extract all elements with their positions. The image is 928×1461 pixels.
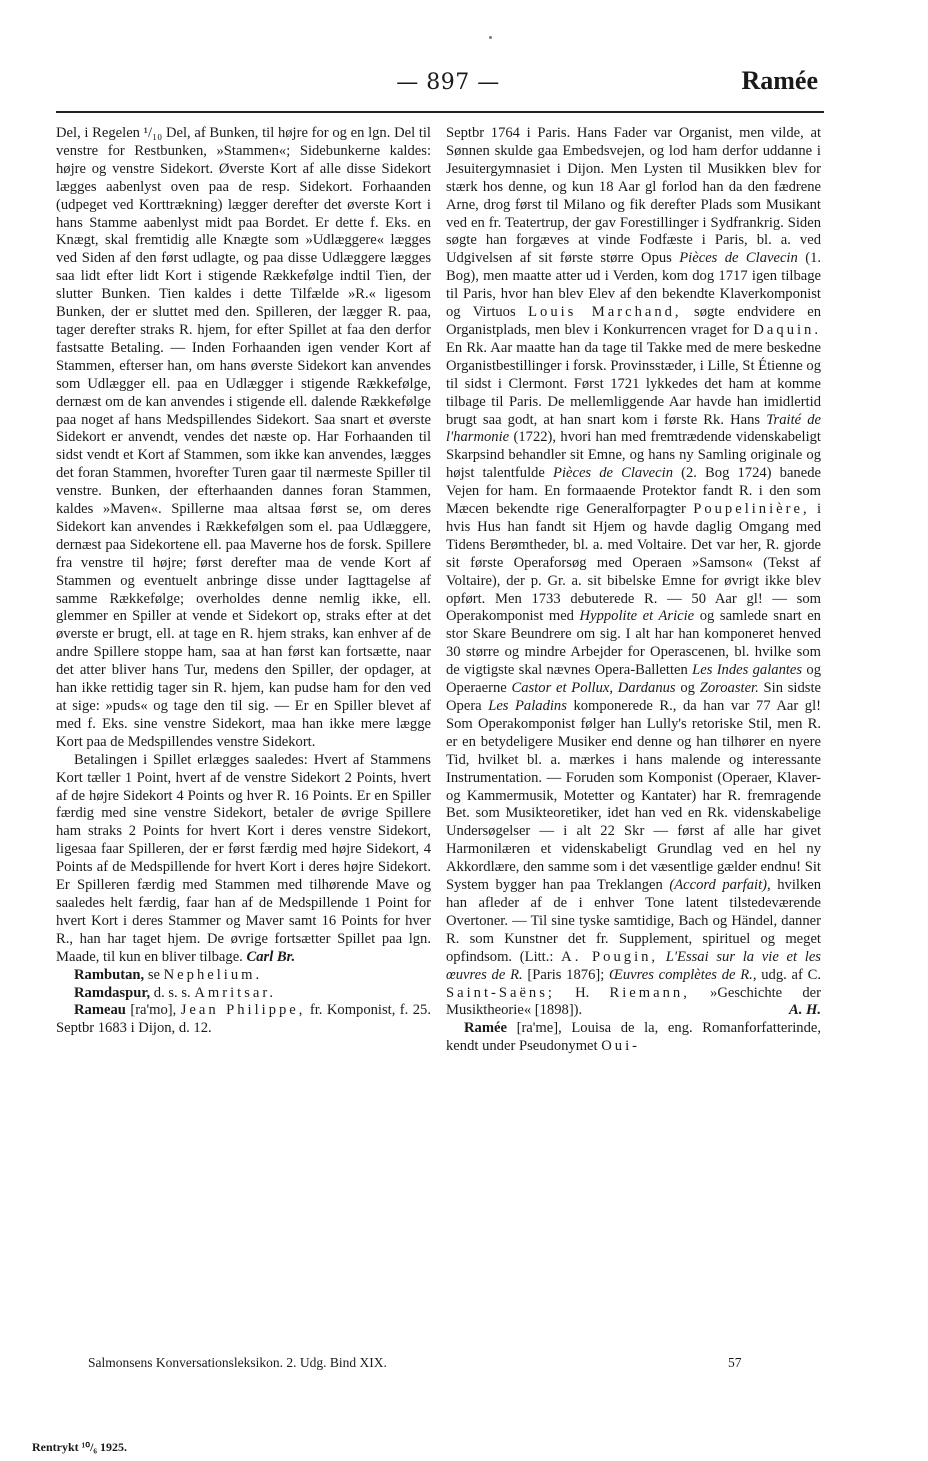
work-title: Les Indes galantes [692,662,803,679]
person-name: A. Pougin, [561,948,659,965]
publication-footer: Salmonsens Konversationsleksikon. 2. Udg. Bind XIX. [88,1355,387,1370]
entry-ramee [446,1020,821,1056]
text-run: og samlede snart en stor Skare Beundrere om sig. I alt har han komponeret henved 30 større og mindre Arbejder for Operascenen, bl. hvilke som de vigtigste skal nævnes Opera-Balletten [446,608,821,679]
text-run: og [680,680,695,697]
work-title: Œuvres complètes de R., [609,966,757,983]
person-name: Poupelinière, [693,501,810,518]
headword-rambutan: Rambutan, [74,966,145,983]
person-name: Saint-Saëns; [446,984,555,1001]
work-title: Castor et Pollux, Dardanus [511,680,676,697]
text-run: søgte endvidere en Organistplads, men blev i Konkurrencen vraget for [446,304,821,338]
text-run: og Operaerne [446,662,821,697]
entry-rameau-text: fr. Komponist, f. 25. Septbr 1683 i Dijon, d. 12. [56,1002,431,1037]
text-run: Sin sidste Opera [446,680,821,714]
text-run: H. [575,984,590,1001]
text-run: Septbr 1764 i Paris. Hans Fader var Organist, men vilde, at Sønnen skulde gaa Embedsvejen, og lod ham derfor uddanne i Jesuitergymnasiet i Dijon. Men Lysten til Musikken blev for stærk hos denne, og kun 18 Aar gl forlod han da den fædrene Arne, drog først til Milano og fik derefter Plads som Musikant ved en fr. Teatertrup, der gav Forestillinger i Sydfrankrig. Siden søgte han forgæves at vinde Fodfæste i Paris, bl. a. ved Udgivelsen af sit første større Opus [446,125,821,267]
page-number: — 897 — [396,70,500,95]
work-title: Pièces de Clavecin [679,250,798,267]
cross-reference-link[interactable]: Nephelium. [163,966,263,983]
work-title: Traité de l'harmonie [446,411,822,446]
author-signature: Carl Br. [246,948,296,965]
work-title: Pièces de Clavecin [553,465,673,482]
sheet-number: 57 [728,1355,742,1370]
paragraph-payment-text: Betalingen i Spillet erlægges saaledes: Hvert af Stammens Kort tæller 1 Point, hvert af de venstre Sidekort 2 Points, hvert af de højre Sidekort 4 Points og hver R. 16 Points. Er en Spiller færdig med sine venstre Sidekort, betaler de øvrige Spillere ham straks 2 Points for hvert Kort i deres venstre Sidekort, ligesaa faar Spilleren, der er først færdig med højre Sidekort, 4 Points af de Medspillende for hvert Kort i deres højre Sidekort. Er Spilleren færdig med Stammen med tilhørende Mave og saaledes helt færdig, faar han af de Medspillende 1 Point for hvert Kort i deres Stammer og Maver samt 16 Points for hver R., han har taget hjem. De øvrige fortsætter Spillet paa lgn. Maade, til kun en bliver tilbage. [56,751,431,965]
text-run: »Geschichte der Musiktheorie« [1898]). [446,984,821,1019]
work-title: (Accord parfait), [669,877,771,894]
text-run: En Rk. Aar maatte han da tage til Takke med de mere beskedne Organistbestillinger i forsk. Provinsstæder, i Lille, St Étienne og til sidst i Clermont. Først 1721 lykkedes det ham at komme tilbage til Paris. De mellemliggende Aar havde han imidlertid brugt saa godt, at han snart kom i første Rk. Hans [446,339,821,428]
entry-rambutan-text: se [147,966,160,983]
entry-ramee-text: Louisa de la, eng. Romanforfatterinde, kendt under Pseudonymet [446,1020,821,1055]
text-run: [Paris 1876]; [527,966,605,983]
text-run: i hvis Hus han fandt sit Hjem og havde daglig Omgang med Tidens Berømtheder, bl. a. med Voltaire. Det var her, R. gjorde sit første Operaforsøg med Operaen »Samson« (Tekst af Voltaire), der p. Gr. a. sit bibelske Emne for øvrigt ikke blev opført. Men 1733 debuterede R. — 50 Aar gl! — som Operakomponist med [446,501,822,625]
headword-rameau: Rameau [74,1002,126,1019]
work-title: Zoroaster. [699,680,759,697]
headword-ramee: Ramée [464,1020,507,1037]
work-title: Hyppolite et Aricie [579,608,695,625]
pronunciation: [ra'me], [516,1020,562,1037]
text-run: (1722), hvori han med fremtrædende videnskabeligt Skarpsind behandler sit Emne, og hans ny Samling originale og højst talentfulde [446,429,821,482]
person-name: Daquin. [753,321,821,338]
entry-ramdaspur [56,985,431,1003]
page-header [0,0,928,110]
entry-rambutan [56,967,431,985]
reprint-note: Rentrykt ¹⁰/₆ 1925. [32,1440,127,1454]
work-title: L'Essai sur la vie et les œuvres de R. [446,948,821,983]
cross-reference-link[interactable]: Amritsar. [194,984,277,1001]
header-rule [56,111,824,113]
work-title: Les Paladins [488,698,567,714]
person-name: Louis Marchand, [528,304,682,321]
text-run: (1. Bog), men maatte atter ud i Verden, kom dog 1717 igen tilbage til Paris, hvor han blev Elev af den bekendte Klaverkomponist og Virtuos [446,250,822,321]
person-name: Riemann, [609,984,690,1001]
author-signature: A. H. [788,1002,821,1019]
text-run: hvilken han afleder af de i enhver Tone latent tilstedeværende Overtoner. — Til sine tyske samtidige, Bach og Händel, danner R. som Kunstner det fr. Supplement, spirituel og meget opfindsom. (Litt.: [446,877,821,965]
paragraph-game-rules: Del, i Regelen ¹/₁₀ Del, af Bunken, til højre for og en lgn. Del til venstre for Restbunken, »Stammen«; Sidebunkerne kaldes: højre og venstre Sidekort. Øverste Kort af alle disse Sidekort lægges aabenlyst oven paa de resp. Sidekort. Forhaanden (udpeget ved Korttrækning) lægger derefter det øverste Kort i hans Stamme aabenlyst midt paa Bordet. Er dette f. Eks. en Knægt, skal fremtidig alle Knægte som »Udlæggere« lægges ved Siden af den først udlagte, og paa disse Udlæggere lægges saa lidt efter lidt Kort i stigende Rækkefølge indtil Tien, der slutter Bunken. Tien kaldes i dette Tilfælde »R.« ligesom Bunken, der er sluttet med den. Spilleren, der lægger R. paa, tager derefter straks R. hjem, for efter Spillet at faa den derfor fastsatte Betaling. — Inden Forhaanden igen vender Kort af Stammen, efterser han, om hans øverste Sidekort kan anvendes som Udlægger ell. paa en Udlægger i stigende Rækkefølge, dernæst om de kan anvendes i stigende ell. dalende Rækkefølge paa noget af hans Medspillendes Sidekort. Saa snart et øverste Sidekort er anvendt, vendes det næste op. Har Forhaanden til sidst vendt et Kort af Stammen, som ikke kan anvendes, lægges det foran Stammen, hvorefter Turen gaar til nærmeste Spiller til venstre. Bunken, der efterhaanden dannes foran Stammen, kaldes »Maven«. Spillerne maa altsaa først se, om deres Sidekort kan anvendes i Rækkefølgen som el. paa Udlæggere, dernæst paa Sidekortene ell. paa Maverne hos de forsk. Spillere fra venstre til højre; først derefter maa de vende Kort af Stammen og eventuelt anbringe disse under Iagttagelse af samme Rækkefølge; overholdes denne nemlig ikke, ell. glemmer en Spiller at vende et Sidekort op, straks efter at det øverste er brugt, ell. at tage en R. hjem straks, kan enhver af de andre Spillere stoppe ham, saa at han først kan fortsætte, naar det atter bliver hans Tur, medens den Spiller, der opdager, at han ikke rettidig tager sin R. hjem, kan pudse ham for den ved at sige: »puds« og tage den til sig. — Er en Spiller blevet af med f. Eks. sine venstre Sidekort, maa han ikke mere lægge Kort paa de Medspillendes venstre Sidekort. [56,125,431,750]
text-run: (2. Bog 1724) banede Vejen for ham. En formaaende Protektor fandt R. i den som Mæcen bekendte rige Generalforpagter [446,465,821,518]
person-name: Jean Philippe, [180,1002,306,1019]
paragraph-payment [56,752,431,967]
headword-ramdaspur: Ramdaspur, [74,984,151,1001]
entry-ramdaspur-text: d. s. s. [153,984,191,1001]
cross-reference-link[interactable]: Oui- [601,1038,641,1055]
left-column [56,125,431,1038]
pronunciation: [ra'mo], [130,1002,177,1019]
running-title: Ramée [741,66,818,95]
print-speck [489,36,492,39]
entry-rameau [56,1002,431,1038]
text-run: udg. af C. [761,966,821,983]
right-column [446,125,821,1056]
paragraph-rameau-bio [446,125,821,1020]
text-run: komponerede R., da han var 77 Aar gl! Som Operakomponist følger han Lully's retoriske Stil, men R. er en betydeligere Musiker end denne og han tilhører en nyere Tid, hvilket bl. a. mærkes i hans malende og interessante Instrumentation. — Foruden som Komponist (Operaer, Klaver- og Kammermusik, Motetter og Kantater) har R. fremragende Bet. som Musikteoretiker, idet han ved en Rk. videnskabelige Undersøgelser — i alt 22 Skr — først af alle har givet Harmonilæren et videnskabeligt Grundlag ved en hel ny Akkordlære, den samme som i det væsentlige gælder endnu! Sit System bygger han paa Treklangen [446,698,822,894]
